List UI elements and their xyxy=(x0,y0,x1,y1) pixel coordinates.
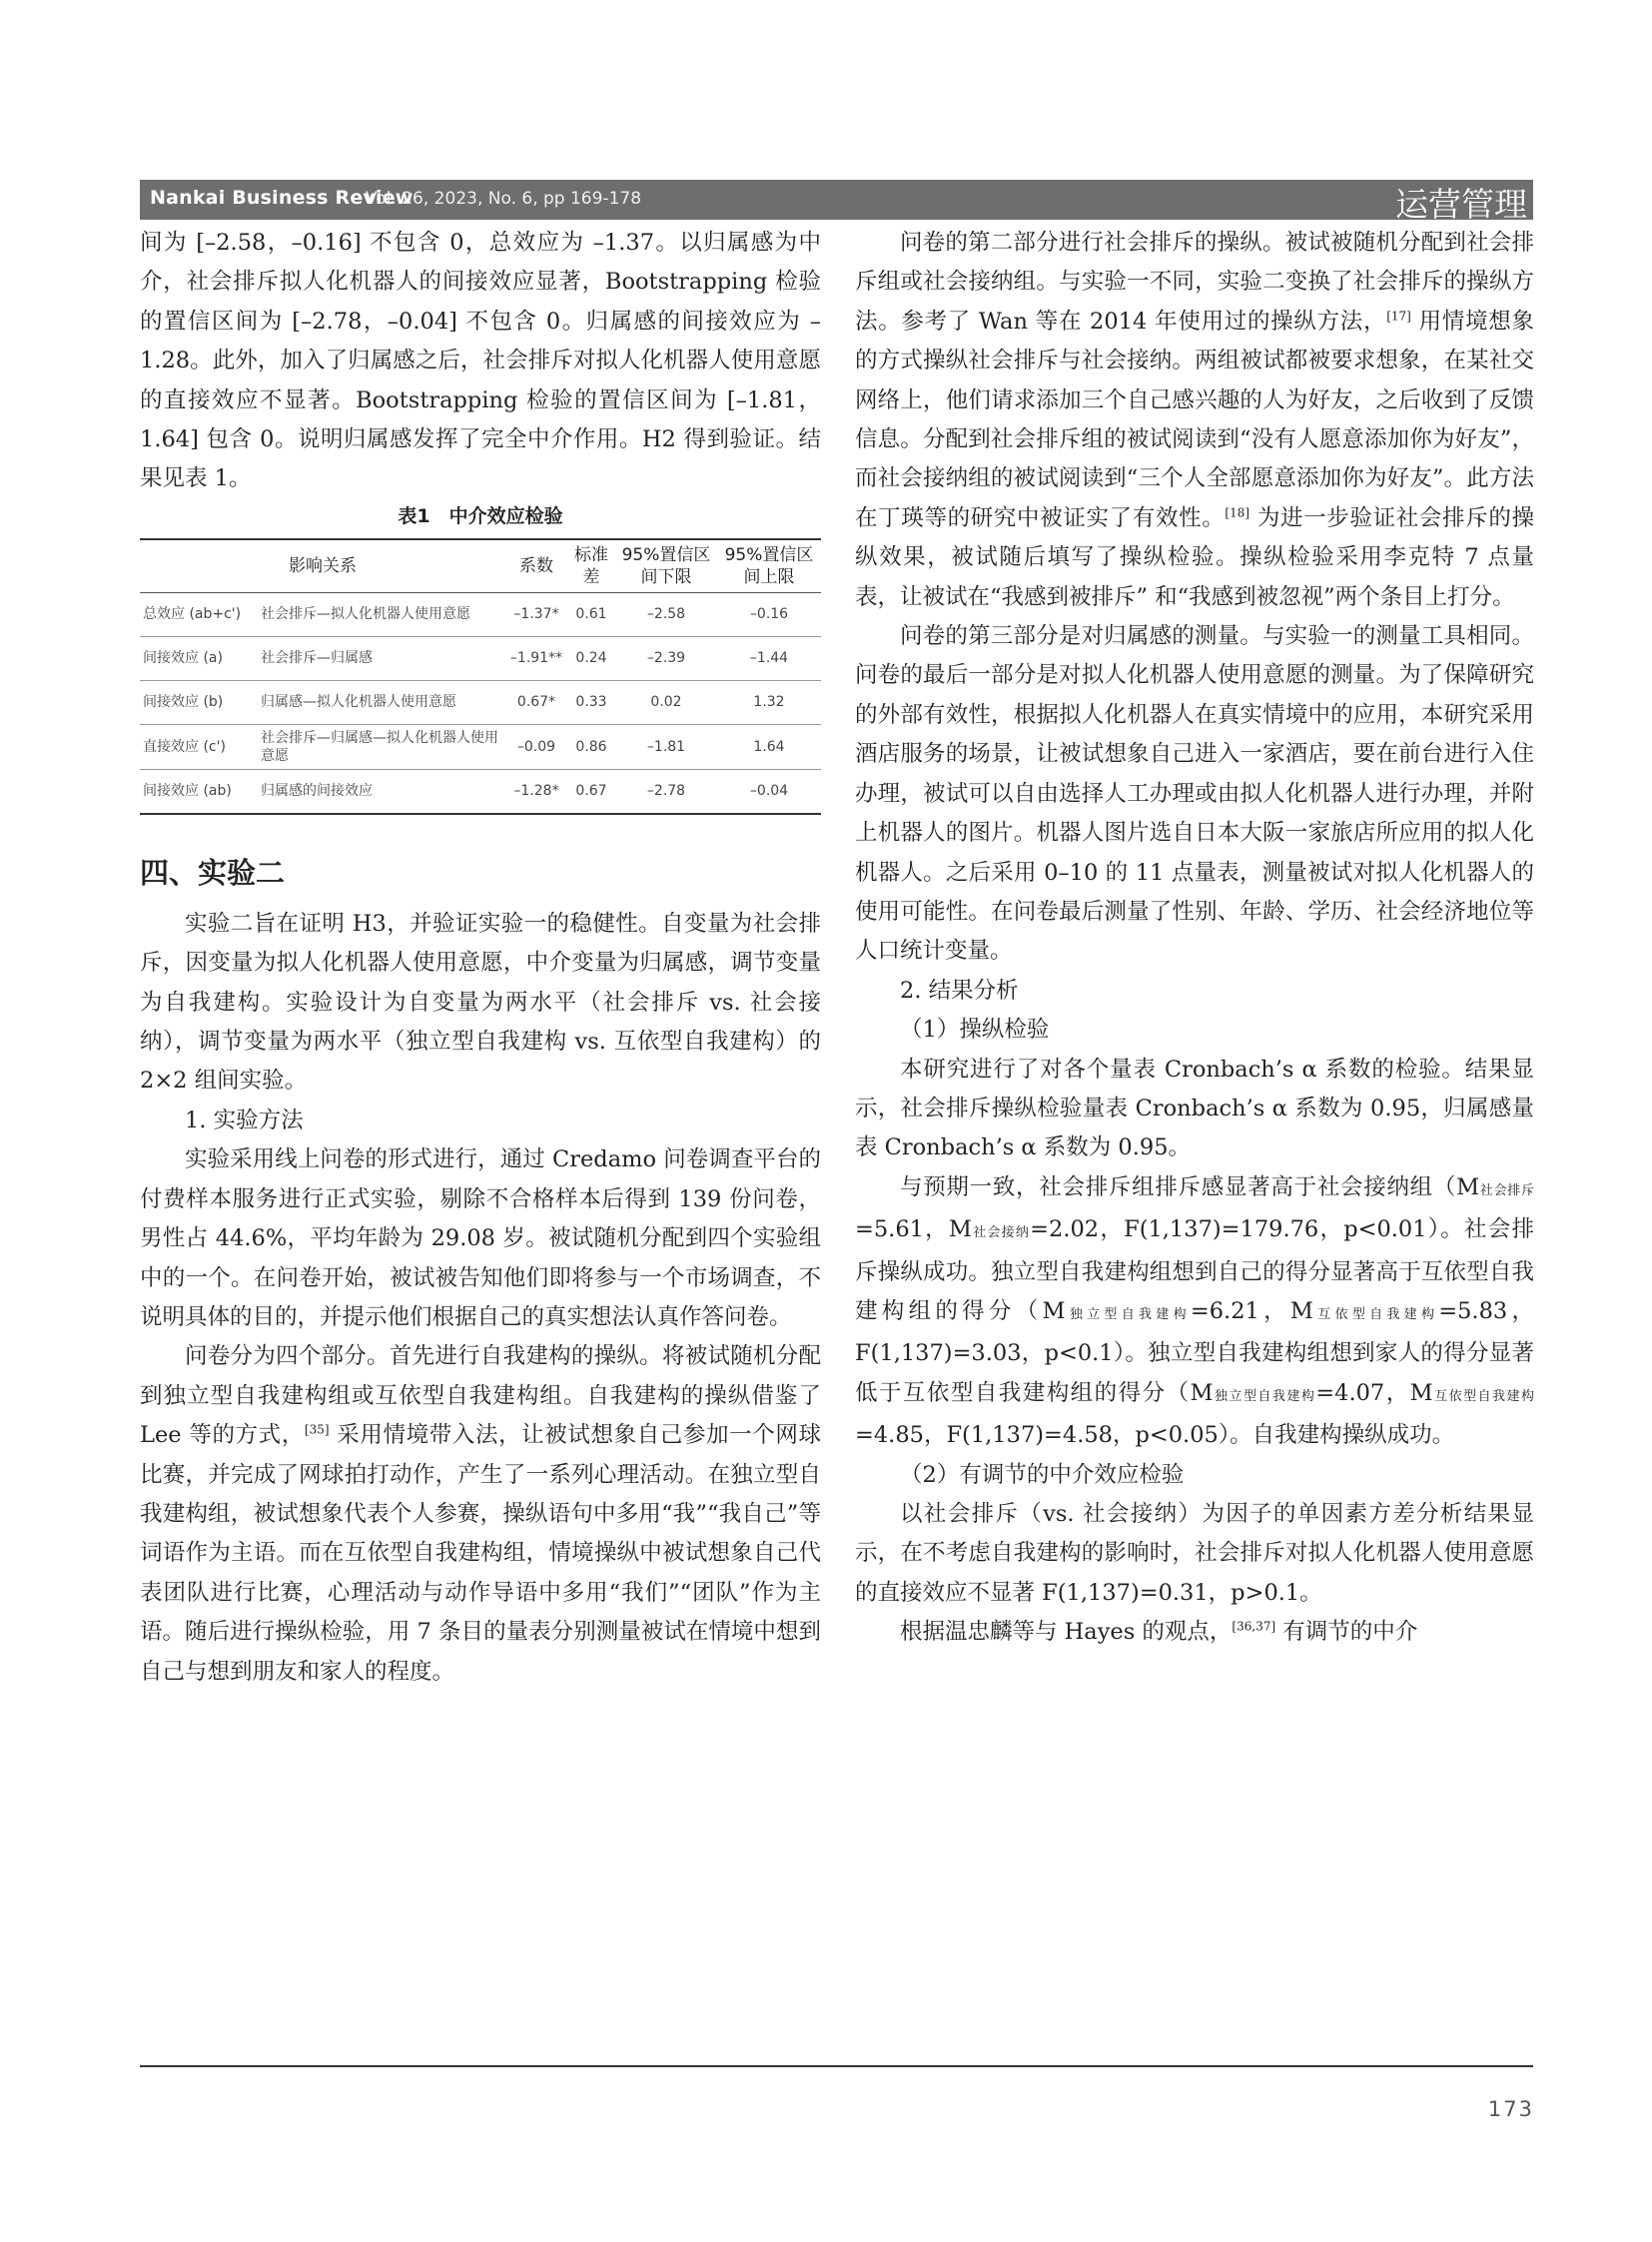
running-header xyxy=(140,180,1533,224)
cell-effect-type: 间接效应 (ab) xyxy=(140,769,258,814)
text-span: 有调节的中介 xyxy=(1275,1619,1418,1646)
header-coefficient: 系数 xyxy=(505,539,567,593)
footer-rule xyxy=(140,2065,1533,2067)
subsection-heading: （1）操纵检验 xyxy=(900,1017,1050,1044)
table-title: 表1 中介效应检验 xyxy=(398,504,563,527)
text-span: 问卷的第二部分进行社会排斥的操纵。被试被随机分配到社会排斥组或社会接纳组。与实验一不同，实验二变换了社会排斥的操纵方法。参考了 Wan 等在 2014 年使用过的操纵方法， xyxy=(855,230,1534,335)
cell-effect-type: 直接效应 (c') xyxy=(140,724,258,769)
cell-ci-lower: –1.81 xyxy=(615,724,717,769)
cell-ci-upper: –0.04 xyxy=(717,769,821,814)
cell-std-error: 0.86 xyxy=(567,724,615,769)
cell-ci-upper: 1.32 xyxy=(717,680,821,724)
cell-coefficient: –0.09 xyxy=(505,724,567,769)
text-span: =2.02，F(1,137)=179.76，p<0.01）。社会排斥操纵成功。独立型自我建构组想到自己的得分显著高于互依型自我建构组的得分（M xyxy=(855,1216,1534,1324)
paragraph xyxy=(855,1168,1534,1456)
table-row xyxy=(140,724,821,769)
subscript: 互依型自我建构 xyxy=(1312,1306,1439,1322)
header-ci-lower: 95%置信区间下限 xyxy=(615,539,717,593)
cell-coefficient: 0.67* xyxy=(505,680,567,724)
paragraph: 问卷的第三部分是对归属感的测量。与实验一的测量工具相同。问卷的最后一部分是对拟人化机器人使用意愿的测量。为了保障研究的外部有效性，根据拟人化机器人在真实情境中的应用，本研究采用酒店服务的场景，让被试想象自己进入一家酒店，要在前台进行入住办理，被试可以自由选择人工办理或由拟人化机器人进行办理，并附上机器人的图片。机器人图片选自日本大阪一家旅店所应用的拟人化机器人。之后采用 0–10 的 11 点量表，测量被试对拟人化机器人的使用可能性。在问卷最后测量了性别、年龄、学历、社会经济地位等人口统计变量。 xyxy=(855,623,1534,965)
cell-ci-lower: –2.58 xyxy=(615,592,717,636)
text-span: 采用情境带入法，让被试想象自己参加一个网球比赛，并完成了网球拍打动作，产生了一系列心理活动。在独立型自我建构组，被试想象代表个人参赛，操纵语句中多用“我”“我自己”等词语作为主语。而在互依型自我建构组，情境操纵中被试想象自己代表团队进行比赛，心理活动与动作导语中多用“我们”“团队”作为主语。随后进行操纵检验，用 7 条目的量表分别测量被试在情境中想到自己与想到朋友和家人的程度。 xyxy=(140,1422,821,1685)
text-span: 用情境想象的方式操纵社会排斥与社会接纳。两组被试都被要求想象，在某社交网络上，他们请求添加三个自己感兴趣的人为好友，之后收到了反馈信息。分配到社会排斥组的被试阅读到“没有人愿意添加你为好友”，而社会接纳组的被试阅读到“三个人全部愿意添加你为好友”。此方法在丁瑛等的研究中被证实了有效性。 xyxy=(855,308,1534,531)
cell-std-error: 0.33 xyxy=(567,680,615,724)
cell-ci-lower: –2.39 xyxy=(615,636,717,680)
cell-std-error: 0.61 xyxy=(567,592,615,636)
table-row xyxy=(140,680,821,724)
subsection-heading: （2）有调节的中介效应检验 xyxy=(900,1461,1185,1488)
paragraph: 间为 [–2.58，–0.16] 不包含 0，总效应为 –1.37。以归属感为中介，社会排斥拟人化机器人的间接效应显著，Bootstrapping 检验的置信区间为 [–2.78，–0.04] 不包含 0。归属感的间接效应为 –1.28。此外，加入了归属感之后，社会排斥对拟人化机器人使用意愿的直接效应不显著。Bootstrapping 检验的置信区间为 [–1.81，1.64] 包含 0。说明归属感发挥了完全中介作用。H2 得到验证。结果见表 1。 xyxy=(140,230,821,492)
page-number: 173 xyxy=(1487,2097,1534,2121)
text-span: =4.07，M xyxy=(1315,1379,1433,1406)
cell-path: 社会排斥—拟人化机器人使用意愿 xyxy=(258,592,505,636)
text-span: =5.61，M xyxy=(855,1216,972,1243)
right-column xyxy=(855,224,1534,1653)
text-span: 为进一步验证社会排斥的操纵效果，被试随后填写了操纵检验。操纵检验采用李克特 7 点量表，让被试在“我感到被排斥” 和“我感到被忽视”两个条目上打分。 xyxy=(855,504,1534,610)
table-row xyxy=(140,636,821,680)
text-span: 与预期一致，社会排斥组排斥感显著高于社会接纳组（M xyxy=(900,1173,1480,1200)
cell-std-error: 0.24 xyxy=(567,636,615,680)
cell-path: 社会排斥—归属感—拟人化机器人使用意愿 xyxy=(258,724,505,769)
table-row xyxy=(140,769,821,814)
paragraph: 实验采用线上问卷的形式进行，通过 Credamo 问卷调查平台的付费样本服务进行正式实验，剔除不合格样本后得到 139 份问卷，男性占 44.6%，平均年龄为 29.08 岁。被试随机分配到四个实验组中的一个。在问卷开始，被试被告知他们即将参与一个市场调查，不说明具体的目的，并提示他们根据自己的真实想法认真作答问卷。 xyxy=(140,1146,821,1330)
cell-path: 归属感—拟人化机器人使用意愿 xyxy=(258,680,505,724)
cell-coefficient: –1.28* xyxy=(505,769,567,814)
citation: [17] xyxy=(1386,309,1411,324)
text-span: =4.85，F(1,137)=4.58，p<0.05）。自我建构操纵成功。 xyxy=(855,1422,1455,1449)
table-header-row xyxy=(140,539,821,593)
text-span: 问卷分为四个部分。首先进行自我建构的操纵。将被试随机分配到独立型自我建构组或互依型自我建构组。自我建构的操纵借鉴了 Lee 等的方式， xyxy=(140,1343,821,1449)
cell-ci-upper: –0.16 xyxy=(717,592,821,636)
cell-effect-type: 总效应 (ab+c') xyxy=(140,592,258,636)
section-tag: 运营管理 xyxy=(1395,185,1527,224)
table-row xyxy=(140,592,821,636)
paragraph xyxy=(855,224,1534,617)
cell-path: 归属感的间接效应 xyxy=(258,769,505,814)
cell-ci-lower: –2.78 xyxy=(615,769,717,814)
citation: [35] xyxy=(304,1422,330,1437)
subscript: 互依型自我建构 xyxy=(1432,1388,1534,1404)
subscript: 社会接纳 xyxy=(971,1225,1031,1241)
paragraph: 实验二旨在证明 H3，并验证实验一的稳健性。自变量为社会排斥，因变量为拟人化机器人使用意愿，中介变量为归属感，调节变量为自我建构。实验设计为自变量为两水平（社会排斥 vs. 社会接纳），调节变量为两水平（独立型自我建构 vs. 互依型自我建构）的 2×2 组间实验。 xyxy=(140,910,821,1095)
text-span: 根据温忠麟等与 Hayes 的观点， xyxy=(900,1619,1233,1646)
cell-effect-type: 间接效应 (a) xyxy=(140,636,258,680)
section-heading: 四、实验二 xyxy=(140,855,286,890)
header-relation: 影响关系 xyxy=(140,539,505,593)
paragraph xyxy=(855,1613,1534,1652)
citation: [36,37] xyxy=(1232,1619,1276,1634)
cell-ci-upper: 1.64 xyxy=(717,724,821,769)
journal-name: Nankai Business Review xyxy=(150,187,413,209)
citation: [18] xyxy=(1225,505,1250,520)
subsection-heading: 1. 实验方法 xyxy=(185,1107,304,1133)
cell-coefficient: –1.37* xyxy=(505,592,567,636)
cell-ci-lower: 0.02 xyxy=(615,680,717,724)
cell-path: 社会排斥—归属感 xyxy=(258,636,505,680)
paragraph: 本研究进行了对各个量表 Cronbach’s α 系数的检验。结果显示，社会排斥操纵检验量表 Cronbach’s α 系数为 0.95，归属感量表 Cronbach’s α 系数为 0.95。 xyxy=(855,1056,1534,1161)
cell-effect-type: 间接效应 (b) xyxy=(140,680,258,724)
subsection-heading: 2. 结果分析 xyxy=(900,977,1019,1004)
header-std-error: 标准差 xyxy=(567,539,615,593)
paragraph: 以社会排斥（vs. 社会接纳）为因子的单因素方差分析结果显示，在不考虑自我建构的影响时，社会排斥对拟人化机器人使用意愿的直接效应不显著 F(1,137)=0.31，p>0.1。 xyxy=(855,1501,1534,1606)
subscript: 社会排斥 xyxy=(1479,1182,1534,1198)
subscript: 独立型自我建构 xyxy=(1065,1306,1191,1322)
cell-ci-upper: –1.44 xyxy=(717,636,821,680)
left-column xyxy=(140,224,821,1692)
cell-std-error: 0.67 xyxy=(567,769,615,814)
text-span: =6.21，M xyxy=(1190,1297,1313,1324)
cell-coefficient: –1.91** xyxy=(505,636,567,680)
text-span: =5.83，F(1,137)=3.03，p<0.1）。独立型自我建构组想到家人的得分显著低于互依型自我建构组的得分（M xyxy=(855,1297,1535,1406)
header-ci-upper: 95%置信区间上限 xyxy=(717,539,821,593)
mediation-table xyxy=(140,538,821,815)
subscript: 独立型自我建构 xyxy=(1213,1388,1316,1404)
volume-info: Vol. 26, 2023, No. 6, pp 169-178 xyxy=(366,189,642,209)
paragraph xyxy=(140,1337,821,1692)
